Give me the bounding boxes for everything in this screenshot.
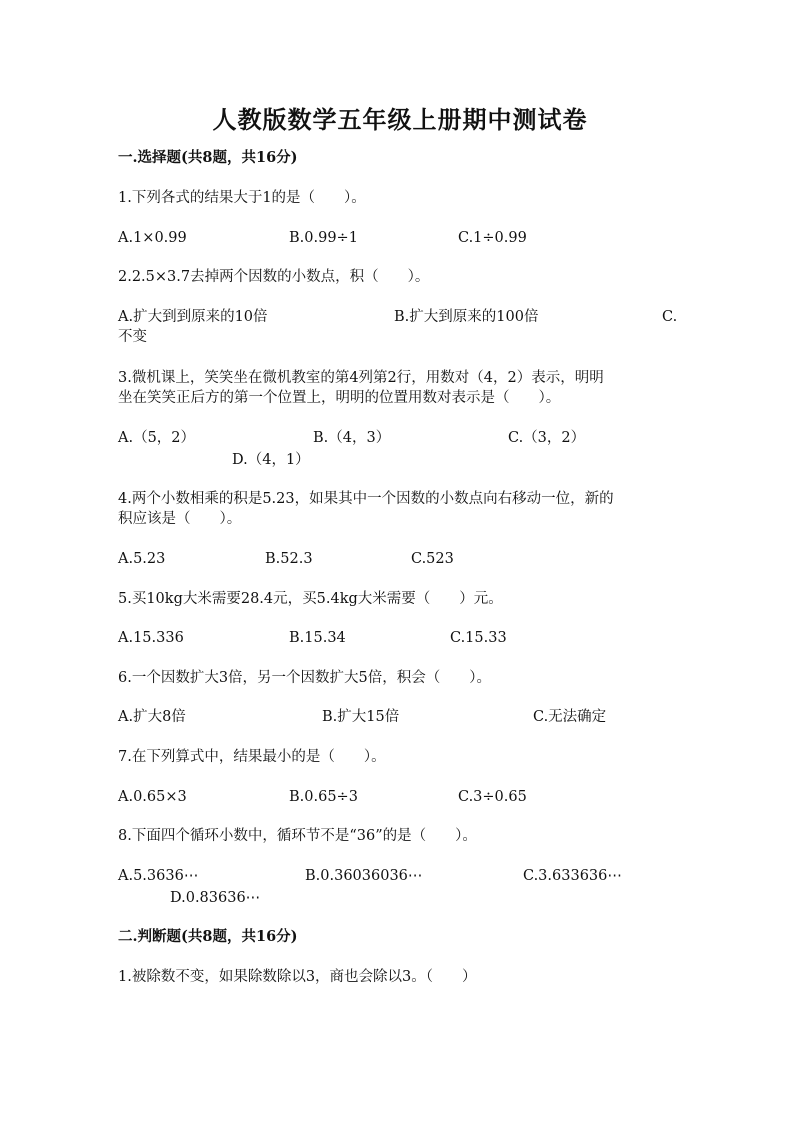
question-2-option-c-continuation: 不变 bbox=[118, 329, 147, 345]
question-8-option-d: D.0.83636⋯ bbox=[170, 890, 261, 906]
question-7-option-c: C.3÷0.65 bbox=[458, 789, 527, 805]
question-2-option-b: B.扩大到原来的100倍 bbox=[394, 309, 539, 325]
question-1-option-c: C.1÷0.99 bbox=[458, 230, 527, 246]
question-3-text-line-1: 3.微机课上，笑笑坐在微机教室的第4列第2行，用数对（4，2）表示，明明 bbox=[118, 370, 604, 386]
section-heading-multiple-choice: 一.选择题(共8题，共16分) bbox=[118, 149, 298, 166]
question-8-option-b: B.0.36036036⋯ bbox=[305, 868, 423, 884]
question-7-text: 7.在下列算式中，结果最小的是（ ）。 bbox=[118, 749, 386, 765]
question-8-option-c: C.3.633636⋯ bbox=[523, 868, 622, 884]
question-5-option-b: B.15.34 bbox=[289, 630, 346, 646]
question-8-option-a: A.5.3636⋯ bbox=[118, 868, 199, 884]
question-5-text: 5.买10kg大米需要28.4元，买5.4kg大米需要（ ）元。 bbox=[118, 591, 503, 607]
question-2-text: 2.2.5×3.7去掉两个因数的小数点，积（ ）。 bbox=[118, 269, 430, 285]
question-7-option-b: B.0.65÷3 bbox=[289, 789, 358, 805]
judgment-question-1-text: 1.被除数不变，如果除数除以3，商也会除以3。（ ） bbox=[118, 969, 477, 985]
question-4-option-b: B.52.3 bbox=[265, 551, 313, 567]
question-4-option-c: C.523 bbox=[411, 551, 454, 567]
question-8-text: 8.下面四个循环小数中，循环节不是“36”的是（ ）。 bbox=[118, 828, 477, 844]
page-title: 人教版数学五年级上册期中测试卷 bbox=[212, 105, 588, 134]
question-5-option-a: A.15.336 bbox=[118, 630, 184, 646]
question-3-text-line-2: 坐在笑笑正后方的第一个位置上，明明的位置用数对表示是（ ）。 bbox=[118, 390, 561, 406]
question-3-option-a: A.（5，2） bbox=[118, 430, 196, 446]
question-2-option-c: C. bbox=[662, 309, 678, 325]
question-1-text: 1.下列各式的结果大于1的是（ ）。 bbox=[118, 190, 366, 206]
question-2-option-a: A.扩大到到原来的10倍 bbox=[118, 309, 268, 325]
question-4-option-a: A.5.23 bbox=[118, 551, 166, 567]
question-3-option-b: B.（4，3） bbox=[313, 430, 391, 446]
section-heading-true-false: 二.判断题(共8题，共16分) bbox=[118, 928, 298, 945]
question-1-option-a: A.1×0.99 bbox=[118, 230, 187, 246]
question-1-option-b: B.0.99÷1 bbox=[289, 230, 358, 246]
question-6-option-b: B.扩大15倍 bbox=[322, 709, 400, 725]
question-4-text-line-2: 积应该是（ ）。 bbox=[118, 511, 242, 527]
question-3-option-c: C.（3，2） bbox=[508, 430, 586, 446]
question-6-option-c: C.无法确定 bbox=[533, 709, 607, 725]
question-5-option-c: C.15.33 bbox=[450, 630, 507, 646]
question-6-text: 6.一个因数扩大3倍，另一个因数扩大5倍，积会（ ）。 bbox=[118, 670, 492, 686]
question-4-text-line-1: 4.两个小数相乘的积是5.23，如果其中一个因数的小数点向右移动一位，新的 bbox=[118, 491, 614, 507]
question-7-option-a: A.0.65×3 bbox=[118, 789, 187, 805]
question-6-option-a: A.扩大8倍 bbox=[118, 709, 186, 725]
question-3-option-d: D.（4，1） bbox=[232, 452, 310, 468]
